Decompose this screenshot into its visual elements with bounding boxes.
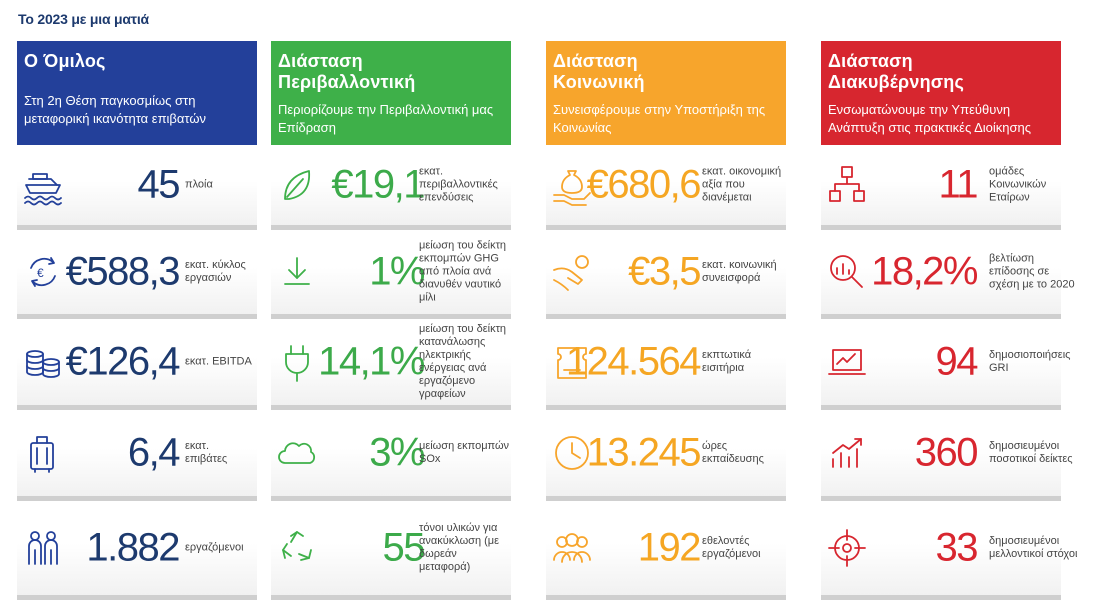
column-header-social	[546, 41, 786, 147]
column-header-governance	[821, 41, 1061, 147]
stat-label: εκπτωτικά εισιτήρια	[702, 349, 752, 374]
column-environment	[271, 41, 511, 573]
stat-label: δημοσιοποιήσεις GRI	[989, 349, 1071, 374]
svg-text:€: €	[37, 266, 44, 280]
stat-value: 192	[637, 525, 700, 570]
stat-value: 55	[382, 525, 424, 570]
cloud-icon	[275, 431, 319, 475]
column-group	[17, 41, 257, 570]
stat-tile	[546, 230, 786, 319]
stat-value: 360	[914, 430, 977, 475]
volunteers-icon	[550, 526, 594, 570]
stat-value: €680,6	[586, 162, 700, 207]
stat-label: εθελοντές εργαζόμενοι	[702, 535, 761, 560]
stat-label: πλοία	[185, 178, 213, 191]
stat-label: ώρες εκπαίδευσης	[702, 440, 764, 465]
stat-label: εργαζόμενοι	[185, 541, 244, 554]
column-governance	[821, 41, 1078, 570]
stat-value: 18,2%	[871, 249, 977, 294]
column-title: Διάσταση Διακυβέρνησης	[828, 51, 965, 92]
stat-tile	[546, 410, 786, 501]
stat-label: εκατ. επιβάτες	[185, 440, 228, 465]
stat-tile	[17, 145, 257, 230]
stat-tile	[17, 319, 257, 410]
stat-tile	[546, 501, 786, 600]
page-title: Το 2023 με μια ματιά	[18, 11, 149, 27]
stat-tile	[271, 410, 511, 501]
stat-label: δημοσιευμένοι μελλοντικοί στόχοι	[989, 535, 1078, 560]
stat-tile	[271, 319, 511, 410]
ship-icon	[21, 163, 65, 207]
stat-value: 11	[938, 162, 977, 207]
download-arrow-icon	[275, 250, 319, 294]
column-title: Διάσταση Περιβαλλοντική	[278, 51, 416, 92]
org-chart-icon	[825, 163, 869, 207]
stat-value: €126,4	[65, 339, 179, 384]
luggage-icon	[21, 431, 65, 475]
growth-chart-icon	[825, 431, 869, 475]
stat-value: 3%	[369, 430, 424, 475]
stat-label: δημοσιευμένοι ποσοτικοί δείκτες	[989, 440, 1073, 465]
coins-icon	[21, 340, 65, 384]
stat-label: ομάδες Κοινωνικών Εταίρων	[989, 165, 1047, 204]
stat-tile	[546, 145, 786, 230]
stat-label: μείωση του δείκτη εκπομπών GHG από πλοία ανά διανυθέν ναυτικό μίλι	[419, 239, 507, 304]
column-title: Ο Όμιλος	[24, 51, 106, 71]
recycle-icon	[275, 526, 319, 570]
target-icon	[825, 526, 869, 570]
euro-recycle-icon	[21, 250, 65, 294]
stat-value: 1%	[369, 249, 424, 294]
column-title: Διάσταση Κοινωνική	[553, 51, 645, 92]
stat-value: 124.564	[565, 339, 700, 384]
column-subtitle: Στη 2η Θέση παγκοσμίως στη μεταφορική ικανότητα επιβατών	[24, 93, 207, 126]
stat-value: 13.245	[586, 430, 700, 475]
stat-tile	[17, 230, 257, 319]
stat-tile	[821, 410, 1073, 501]
stat-value: 14,1%	[318, 339, 424, 384]
stat-tile	[821, 145, 1061, 230]
leaf-icon	[275, 163, 319, 207]
stat-value: 33	[935, 525, 977, 570]
stat-value: €588,3	[65, 249, 179, 294]
stat-value: €19,1	[331, 162, 424, 207]
stat-label: εκατ. κοινωνική συνεισφορά	[702, 259, 777, 284]
stat-label: εκατ. κύκλος εργασιών	[185, 259, 246, 284]
employees-icon	[21, 526, 65, 570]
stat-value: 1.882	[86, 525, 179, 570]
column-subtitle: Ενσωματώνουμε την Υπεύθυνη Ανάπτυξη στις πρακτικές Διοίκησης	[828, 102, 1032, 135]
stat-tile	[546, 319, 786, 410]
stat-label: μείωση του δείκτη κατανάλωσης ηλεκτρικής ενέργειας ανά εργαζόμενο γραφείων	[419, 323, 507, 400]
stat-label: μείωση εκπομπών SOx	[419, 440, 510, 465]
stat-tile	[271, 230, 511, 319]
stat-label: βελτίωση επίδοσης σε σχέση με το 2020	[989, 252, 1075, 291]
column-subtitle: Περιορίζουμε την Περιβαλλοντική μας Επίδραση	[278, 102, 494, 135]
stat-value: 6,4	[127, 430, 179, 475]
stat-tile	[271, 145, 511, 230]
stat-label: εκατ. EBITDA	[185, 355, 252, 368]
stat-tile	[271, 501, 511, 600]
stat-tile	[821, 230, 1075, 319]
stat-label: εκατ. περιβαλλοντικές επενδύσεις	[419, 165, 498, 204]
laptop-chart-icon	[825, 340, 869, 384]
column-subtitle: Συνεισφέρουμε στην Υποστήριξη της Κοινωνίας	[553, 102, 766, 135]
stat-value: 94	[935, 339, 977, 384]
column-header-group	[17, 41, 257, 147]
stat-value: 45	[137, 162, 179, 207]
stat-tile	[821, 501, 1078, 600]
magnifier-chart-icon	[825, 250, 869, 294]
stat-label: εκατ. οικονομική αξία που διανέμεται	[702, 165, 782, 204]
coin-hand-icon	[550, 250, 594, 294]
column-header-environment	[271, 41, 511, 147]
column-social	[546, 41, 786, 570]
plug-icon	[275, 340, 319, 384]
stat-tile	[17, 410, 257, 501]
stat-value: €3,5	[628, 249, 700, 294]
stat-tile	[821, 319, 1071, 410]
stat-tile	[17, 501, 257, 600]
stat-label: τόνοι υλικών για ανακύκλωση (με δωρεάν μεταφορά)	[419, 522, 500, 573]
